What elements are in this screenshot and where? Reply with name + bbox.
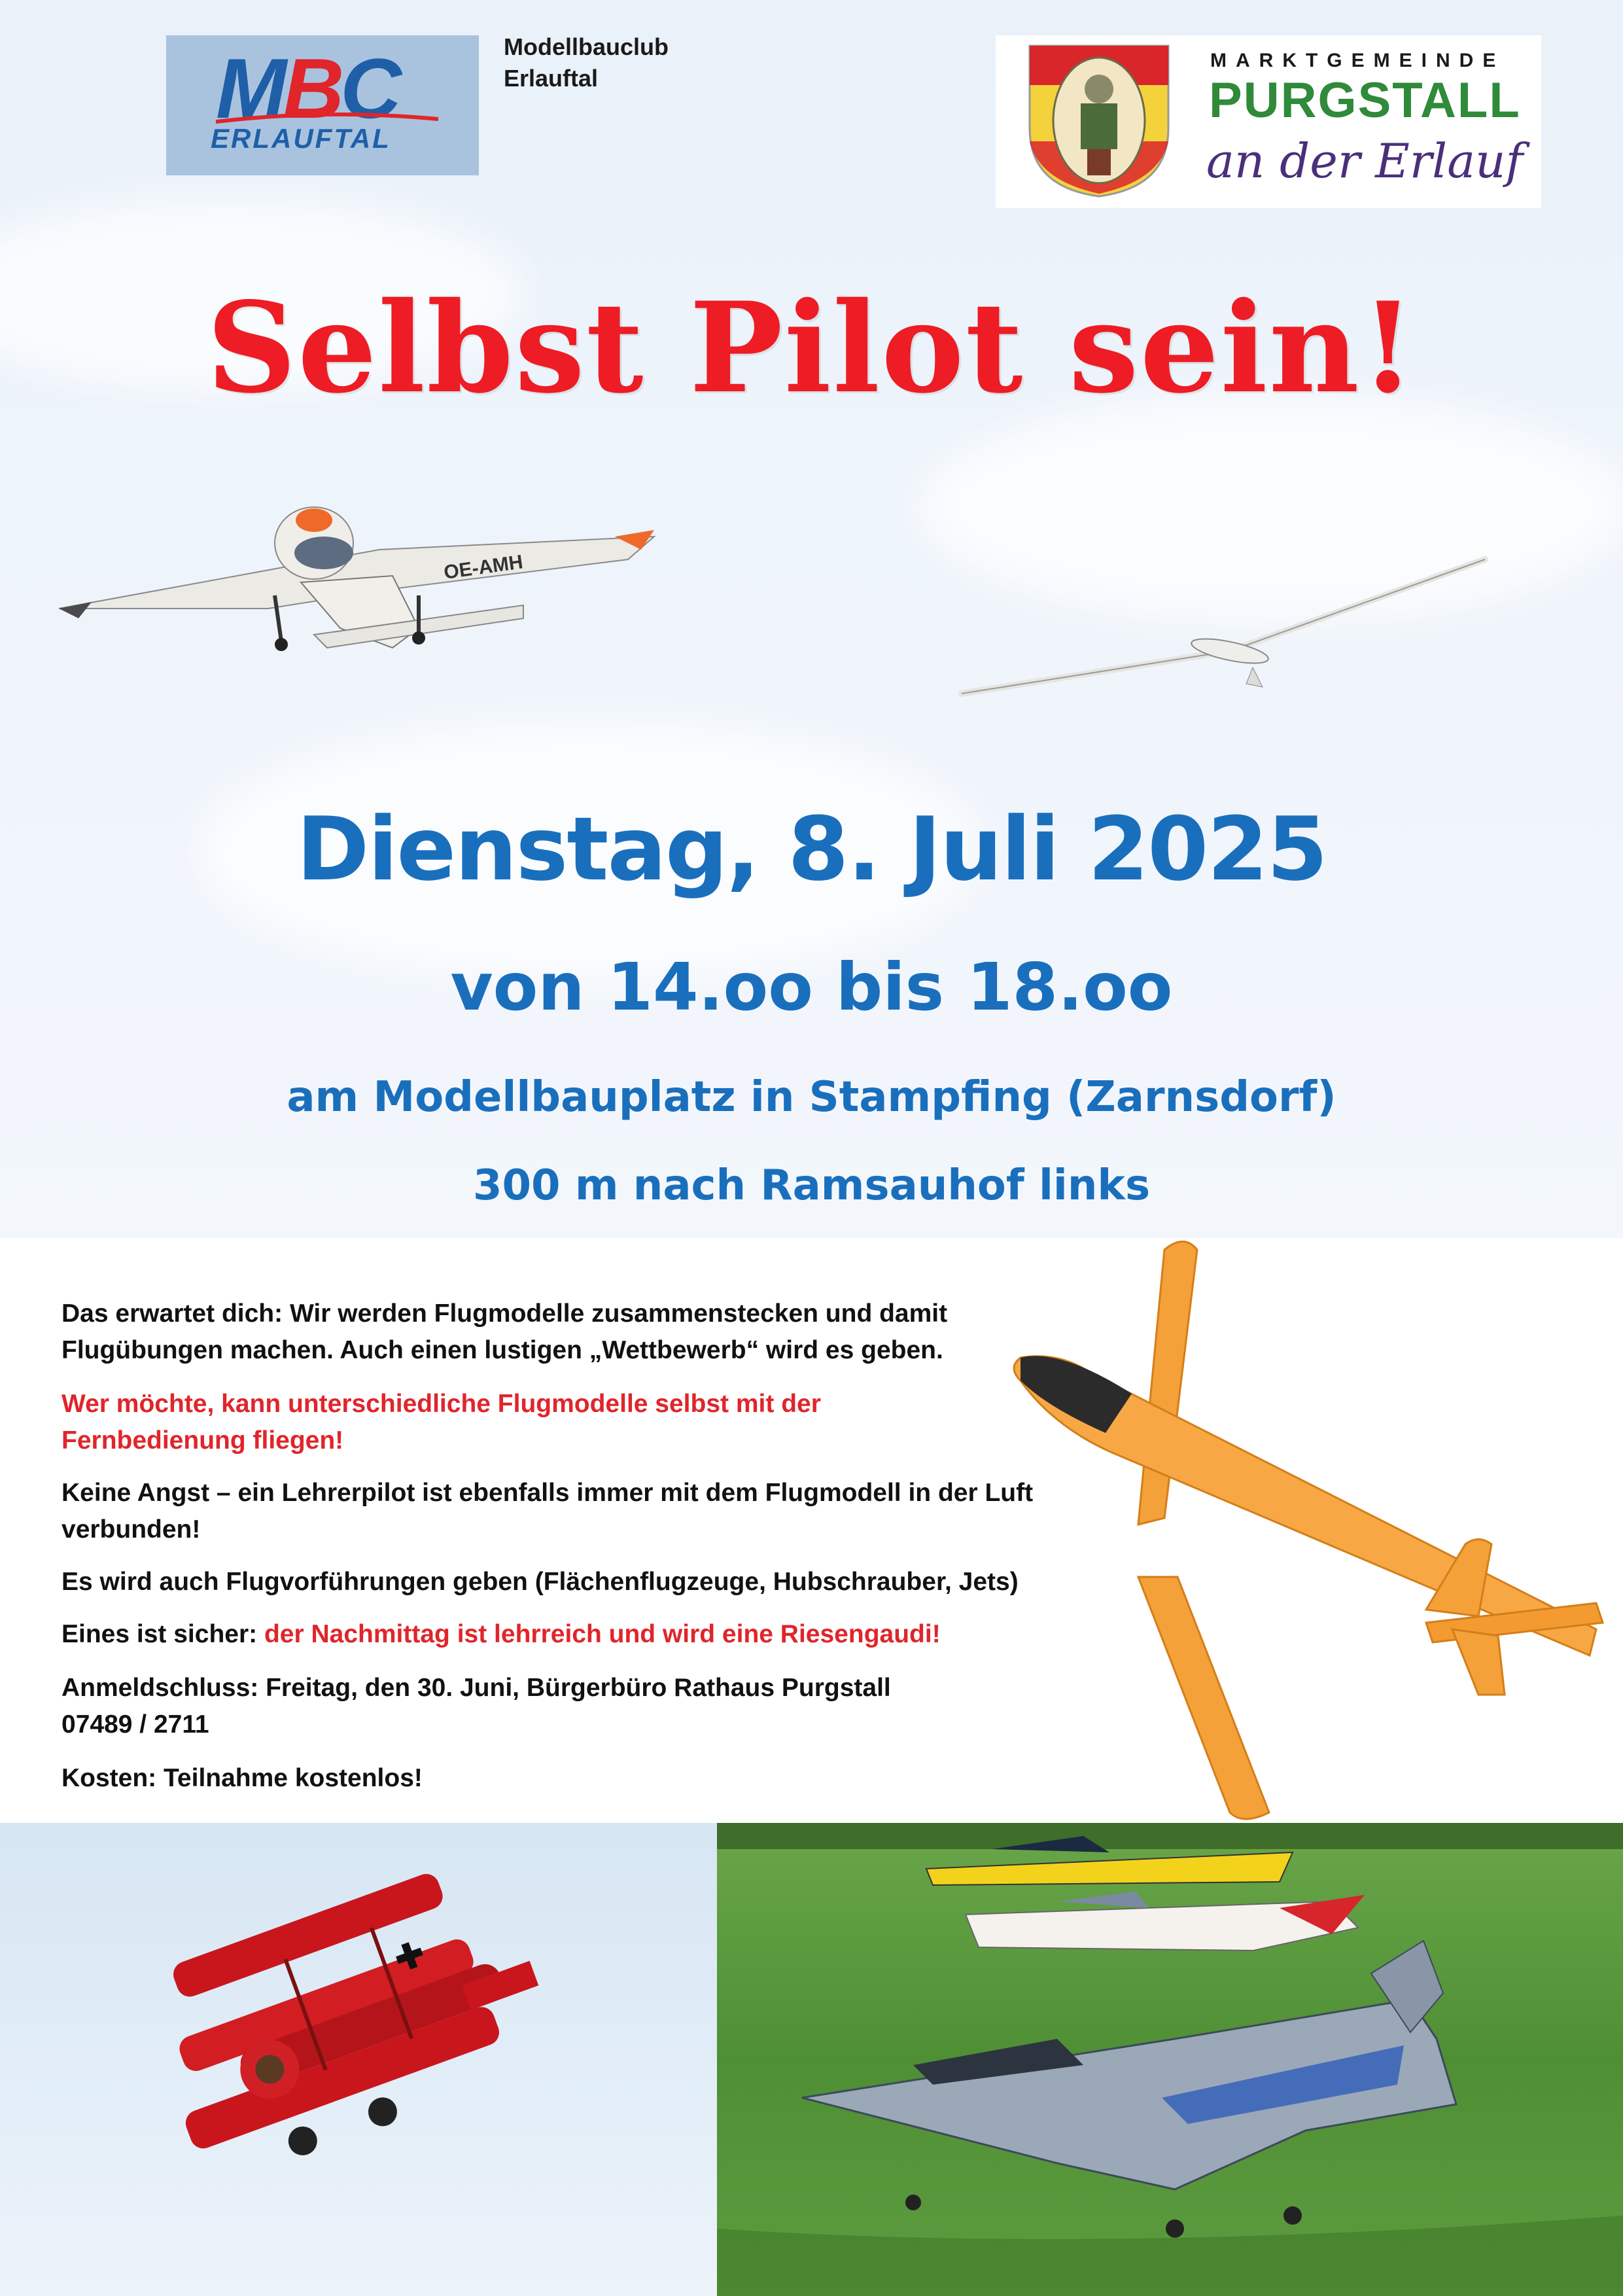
event-directions: 300 m nach Ramsauhof links <box>472 1161 1151 1210</box>
paragraph-demonstrations: Es wird auch Flugvorführungen geben (Flächenflugzeuge, Hubschrauber, Jets) <box>61 1568 1019 1596</box>
jets-on-grass-photo <box>717 1823 1623 2296</box>
powered-plane-image <box>52 497 667 667</box>
glider-image <box>955 553 1492 703</box>
jets-image <box>717 1823 1623 2296</box>
paragraph-intro: Das erwartet dich: Wir werden Flugmodelle zusammenstecken und damit Flugübungen machen. Auch einen lustigen „Wettbewerb“ wird es geben. <box>61 1299 948 1364</box>
event-time: von 14.oo bis 18.oo <box>450 949 1173 1025</box>
coat-of-arms-icon <box>1026 43 1172 199</box>
paragraph-fun: Eines ist sicher: der Nachmittag ist lehrreich und wird eine Riesengaudi! <box>61 1620 941 1648</box>
paragraph-teacher-pilot: Keine Angst – ein Lehrerpilot ist ebenfalls immer mit dem Flugmodell in der Luft verbunden! <box>61 1479 1034 1544</box>
paragraph-fly-yourself: Wer möchte, kann unterschiedliche Flugmodelle selbst mit der Fernbedienung fliegen! <box>61 1390 821 1455</box>
municipality-name: PURGSTALL <box>1209 73 1521 128</box>
municipality-script: an der Erlauf <box>1206 133 1524 188</box>
event-date: Dienstag, 8. Juli 2025 <box>296 798 1327 900</box>
mbc-logo-subtitle: ERLAUFTAL <box>211 123 391 154</box>
triplane-image <box>0 1823 717 2296</box>
paragraph-costs: Kosten: Teilnahme kostenlos! <box>61 1764 423 1792</box>
plane-registration: OE-AMH <box>442 551 525 584</box>
triplane-photo <box>0 1823 717 2296</box>
event-place: am Modellbauplatz in Stampfing (Zarnsdorf) <box>287 1073 1336 1122</box>
municipality-label: MARKTGEMEINDE <box>1210 50 1505 71</box>
mbc-logo-letters: MBC <box>216 41 398 136</box>
headline: Selbst Pilot sein! <box>206 275 1417 421</box>
paragraph-registration: Anmeldschluss: Freitag, den 30. Juni, Bürgerbüro Rathaus Purgstall 07489 / 2711 <box>61 1674 891 1739</box>
club-name: Modellbauclub Erlauftal <box>504 33 669 92</box>
